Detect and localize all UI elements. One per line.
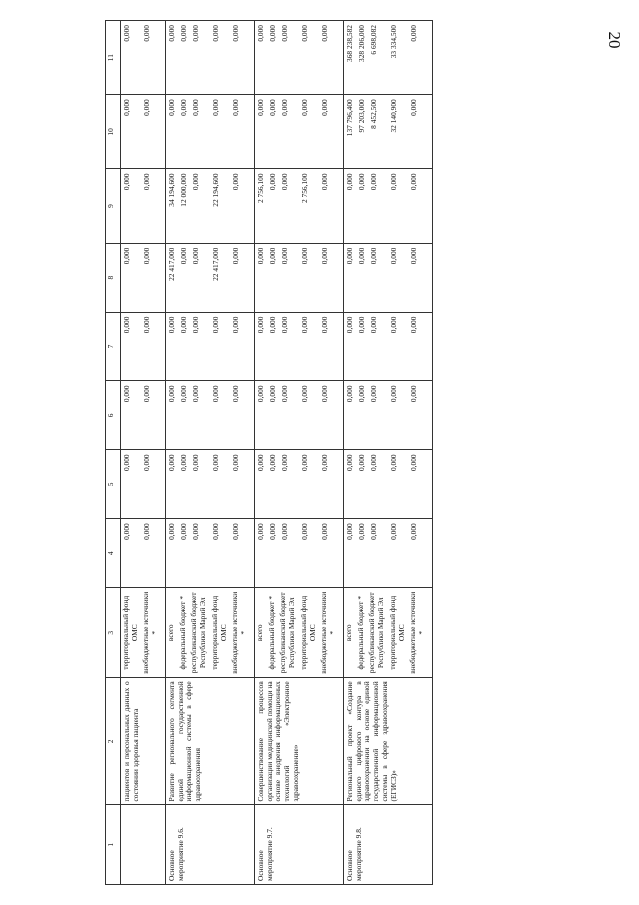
col-header: 7 [106,312,121,381]
amount-value: 0,000 [345,523,354,540]
amount-cell [344,243,433,312]
amount-value: 2 756,100 [300,173,309,204]
amount-value: 0,000 [300,454,309,472]
amount-cell [344,381,433,450]
amount-value: 328 206,000 [357,25,366,62]
amount-cell [255,450,344,519]
amount-value: 0,000 [268,385,277,403]
amount-value: 0,000 [211,25,220,42]
amount-cell [166,21,255,95]
funding-source-label: внебюджетные источники * [408,591,427,674]
amount-value: 0,000 [256,25,265,42]
amount-value: 0,000 [345,173,354,191]
measure-name-cell: Совершенствование процессов организации медицинской помощи на основе внедрения информационных технологий «Электронное здравоохранение» [255,678,344,805]
amount-value: 0,000 [369,173,378,191]
amount-value: 0,000 [191,316,200,334]
amount-value: 137 796,400 [345,99,354,137]
amount-value: 0,000 [179,99,188,116]
amount-value: 0,000 [142,385,151,403]
amount-cell [121,519,166,588]
amount-value: 0,000 [357,523,366,540]
amount-value: 0,000 [357,454,366,472]
amount-value: 0,000 [280,99,289,116]
col-header: 11 [106,21,121,95]
funding-source-label: всего [255,624,264,642]
amount-value: 0,000 [268,25,277,42]
header-row [106,21,121,885]
amount-value: 0,000 [369,454,378,472]
amount-value: 0,000 [167,523,176,540]
amount-value: 0,000 [179,385,188,403]
amount-value: 0,000 [369,385,378,403]
amount-value: 0,000 [179,247,188,265]
amount-value: 0,000 [320,247,329,265]
measure-name-cell: пациентов и персональных данных о состоянии здоровья пациента [121,678,166,805]
amount-value: 0,000 [409,25,418,42]
amount-value: 0,000 [191,523,200,540]
amount-value: 0,000 [256,385,265,403]
amount-cell [255,519,344,588]
amount-value: 0,000 [191,454,200,472]
amount-value: 0,000 [409,99,418,116]
amount-value: 0,000 [191,247,200,265]
amount-cell [121,21,166,95]
amount-value: 0,000 [191,385,200,403]
table-row [121,21,166,885]
amount-value: 0,000 [280,316,289,334]
amount-cell [344,312,433,381]
amount-value: 0,000 [369,316,378,334]
amount-cell [255,381,344,450]
amount-value: 0,000 [320,173,329,191]
funding-source-cell [255,588,344,678]
page-number: 20 [605,31,624,49]
amount-value: 0,000 [231,173,240,191]
funding-source-cell [121,588,166,678]
financing-table [105,20,433,885]
col-header: 4 [106,519,121,588]
amount-value: 0,000 [142,25,151,42]
amount-value: 0,000 [122,99,131,116]
amount-cell [166,243,255,312]
funding-source-label: территориальный фонд ОМС [121,595,139,670]
amount-value: 0,000 [231,454,240,472]
amount-value: 0,000 [122,316,131,334]
amount-value: 0,000 [345,316,354,334]
amount-value: 0,000 [320,385,329,403]
amount-value: 0,000 [268,173,277,191]
amount-value: 0,000 [320,25,329,42]
funding-source-label: территориальный фонд ОМС [387,595,406,670]
amount-value: 0,000 [300,316,309,334]
amount-value: 0,000 [142,173,151,191]
amount-value: 368 238,582 [345,25,354,62]
amount-value: 0,000 [320,99,329,116]
funding-source-label: республиканский бюджет Республики Марий Эл [367,592,386,674]
amount-value: 0,000 [122,454,131,472]
amount-value: 0,000 [122,385,131,403]
table-row [166,21,255,885]
amount-value: 22 417,000 [211,247,220,281]
amount-value: 0,000 [256,523,265,540]
amount-value: 0,000 [142,454,151,472]
amount-value: 0,000 [231,247,240,265]
amount-value: 0,000 [320,523,329,540]
funding-source-cell [344,588,433,678]
amount-cell [121,169,166,243]
amount-value: 0,000 [300,385,309,403]
amount-value: 0,000 [320,454,329,472]
amount-value: 0,000 [268,247,277,265]
amount-value: 0,000 [179,454,188,472]
amount-cell [255,312,344,381]
amount-cell [166,381,255,450]
amount-value: 0,000 [142,99,151,116]
amount-value: 0,000 [300,247,309,265]
amount-value: 0,000 [268,316,277,334]
amount-value: 0,000 [409,454,418,472]
amount-value: 0,000 [268,99,277,116]
amount-value: 0,000 [268,454,277,472]
amount-value: 0,000 [179,523,188,540]
amount-value: 0,000 [369,247,378,265]
amount-cell [344,95,433,169]
amount-value: 0,000 [409,316,418,334]
amount-value: 6 698,082 [369,25,378,55]
amount-value: 0,000 [211,316,220,334]
amount-value: 0,000 [167,316,176,334]
amount-value: 22 194,600 [211,173,220,207]
amount-cell [166,312,255,381]
amount-cell [255,243,344,312]
amount-value: 0,000 [231,523,240,540]
amount-value: 0,000 [345,454,354,472]
amount-value: 0,000 [409,173,418,191]
amount-value: 0,000 [256,99,265,116]
amount-value: 0,000 [122,25,131,42]
amount-value: 2 756,100 [256,173,265,204]
amount-value: 0,000 [357,385,366,403]
amount-value: 0,000 [256,247,265,265]
amount-value: 0,000 [369,523,378,540]
amount-value: 0,000 [191,25,200,42]
amount-value: 8 452,500 [369,99,378,129]
amount-value: 0,000 [300,523,309,540]
amount-value: 0,000 [122,173,131,191]
amount-value: 22 417,000 [167,247,176,281]
amount-value: 0,000 [211,385,220,403]
funding-source-label: республиканский бюджет Республики Марий Эл [278,592,297,674]
amount-value: 0,000 [231,385,240,403]
col-header: 2 [106,678,121,805]
amount-value: 0,000 [231,316,240,334]
amount-value: 0,000 [167,454,176,472]
amount-cell [121,312,166,381]
amount-value: 0,000 [211,523,220,540]
funding-source-label: внебюджетные источники * [230,591,249,674]
amount-value: 0,000 [409,385,418,403]
amount-cell [121,450,166,519]
funding-source-label: всего [344,624,353,642]
amount-value: 0,000 [142,247,151,265]
amount-cell [255,95,344,169]
col-header: 6 [106,381,121,450]
funding-source-label: федеральный бюджет * [355,595,365,670]
amount-cell [344,21,433,95]
amount-cell [166,519,255,588]
amount-cell [166,450,255,519]
amount-value: 0,000 [142,523,151,540]
amount-value: 0,000 [389,385,398,403]
amount-value: 0,000 [389,173,398,191]
col-header: 9 [106,169,121,243]
amount-value: 33 334,500 [389,25,398,59]
amount-value: 0,000 [167,25,176,42]
amount-value: 0,000 [389,247,398,265]
col-header: 5 [106,450,121,519]
table-body [121,21,433,885]
amount-value: 0,000 [280,173,289,191]
table-row [344,21,433,885]
amount-cell [255,169,344,243]
amount-value: 0,000 [122,247,131,265]
amount-cell [344,450,433,519]
amount-value: 32 140,900 [389,99,398,133]
amount-value: 0,000 [179,25,188,42]
amount-value: 0,000 [256,316,265,334]
amount-value: 0,000 [268,523,277,540]
funding-source-label: внебюджетные источники * [319,591,338,674]
amount-value: 0,000 [167,385,176,403]
measure-code-cell [121,805,166,885]
amount-cell [121,381,166,450]
amount-value: 0,000 [409,523,418,540]
amount-cell [121,95,166,169]
funding-source-label: территориальный фонд ОМС [298,595,317,670]
amount-value: 0,000 [389,523,398,540]
amount-value: 0,000 [280,523,289,540]
funding-source-cell [166,588,255,678]
col-header: 8 [106,243,121,312]
amount-value: 0,000 [280,247,289,265]
amount-value: 0,000 [300,99,309,116]
rotated-table-container [105,20,625,885]
amount-value: 0,000 [191,99,200,116]
amount-cell [344,169,433,243]
amount-value: 12 000,000 [179,173,188,207]
measure-name-cell: Региональный проект «Создание единого цифрового контура в здравоохранении на основе единой государственной информационной системы в сфере здравоохранения (ЕГИСЗ)» [344,678,433,805]
amount-value: 0,000 [345,247,354,265]
amount-value: 0,000 [357,173,366,191]
amount-value: 0,000 [142,316,151,334]
funding-source-label: федеральный бюджет * [266,595,276,670]
amount-cell [166,169,255,243]
amount-value: 0,000 [211,454,220,472]
amount-value: 0,000 [389,454,398,472]
amount-value: 0,000 [300,25,309,42]
measure-code-cell: Основное мероприятие 9.7. [255,805,344,885]
amount-value: 0,000 [280,385,289,403]
amount-cell [166,95,255,169]
col-header: 3 [106,588,121,678]
amount-value: 0,000 [389,316,398,334]
funding-source-label: республиканский бюджет Республики Марий Эл [189,592,208,674]
amount-value: 0,000 [320,316,329,334]
amount-value: 0,000 [280,25,289,42]
amount-value: 0,000 [357,316,366,334]
amount-value: 0,000 [345,385,354,403]
measure-code-cell: Основное мероприятие 9.6. [166,805,255,885]
col-header: 10 [106,95,121,169]
measure-name-cell: Развитие регионального сегмента единой государственной информационной системы в сфере здравоохранения [166,678,255,805]
funding-source-label: всего [166,624,175,642]
amount-value: 0,000 [211,99,220,116]
amount-value: 97 203,000 [357,99,366,133]
amount-value: 0,000 [280,454,289,472]
funding-source-label: федеральный бюджет * [177,595,187,670]
amount-value: 0,000 [357,247,366,265]
amount-value: 0,000 [231,99,240,116]
funding-source-label: внебюджетные источники * [141,591,160,674]
amount-value: 0,000 [256,454,265,472]
measure-code-cell: Основное мероприятие 9.8. [344,805,433,885]
amount-value: 0,000 [179,316,188,334]
amount-value: 0,000 [122,523,131,540]
table-row [255,21,344,885]
funding-source-label: территориальный фонд ОМС [209,595,228,670]
amount-value: 0,000 [409,247,418,265]
amount-value: 0,000 [191,173,200,191]
amount-cell [344,519,433,588]
amount-cell [121,243,166,312]
amount-cell [255,21,344,95]
amount-value: 34 194,600 [167,173,176,207]
amount-value: 0,000 [167,99,176,116]
amount-value: 0,000 [231,25,240,42]
col-header: 1 [106,805,121,885]
